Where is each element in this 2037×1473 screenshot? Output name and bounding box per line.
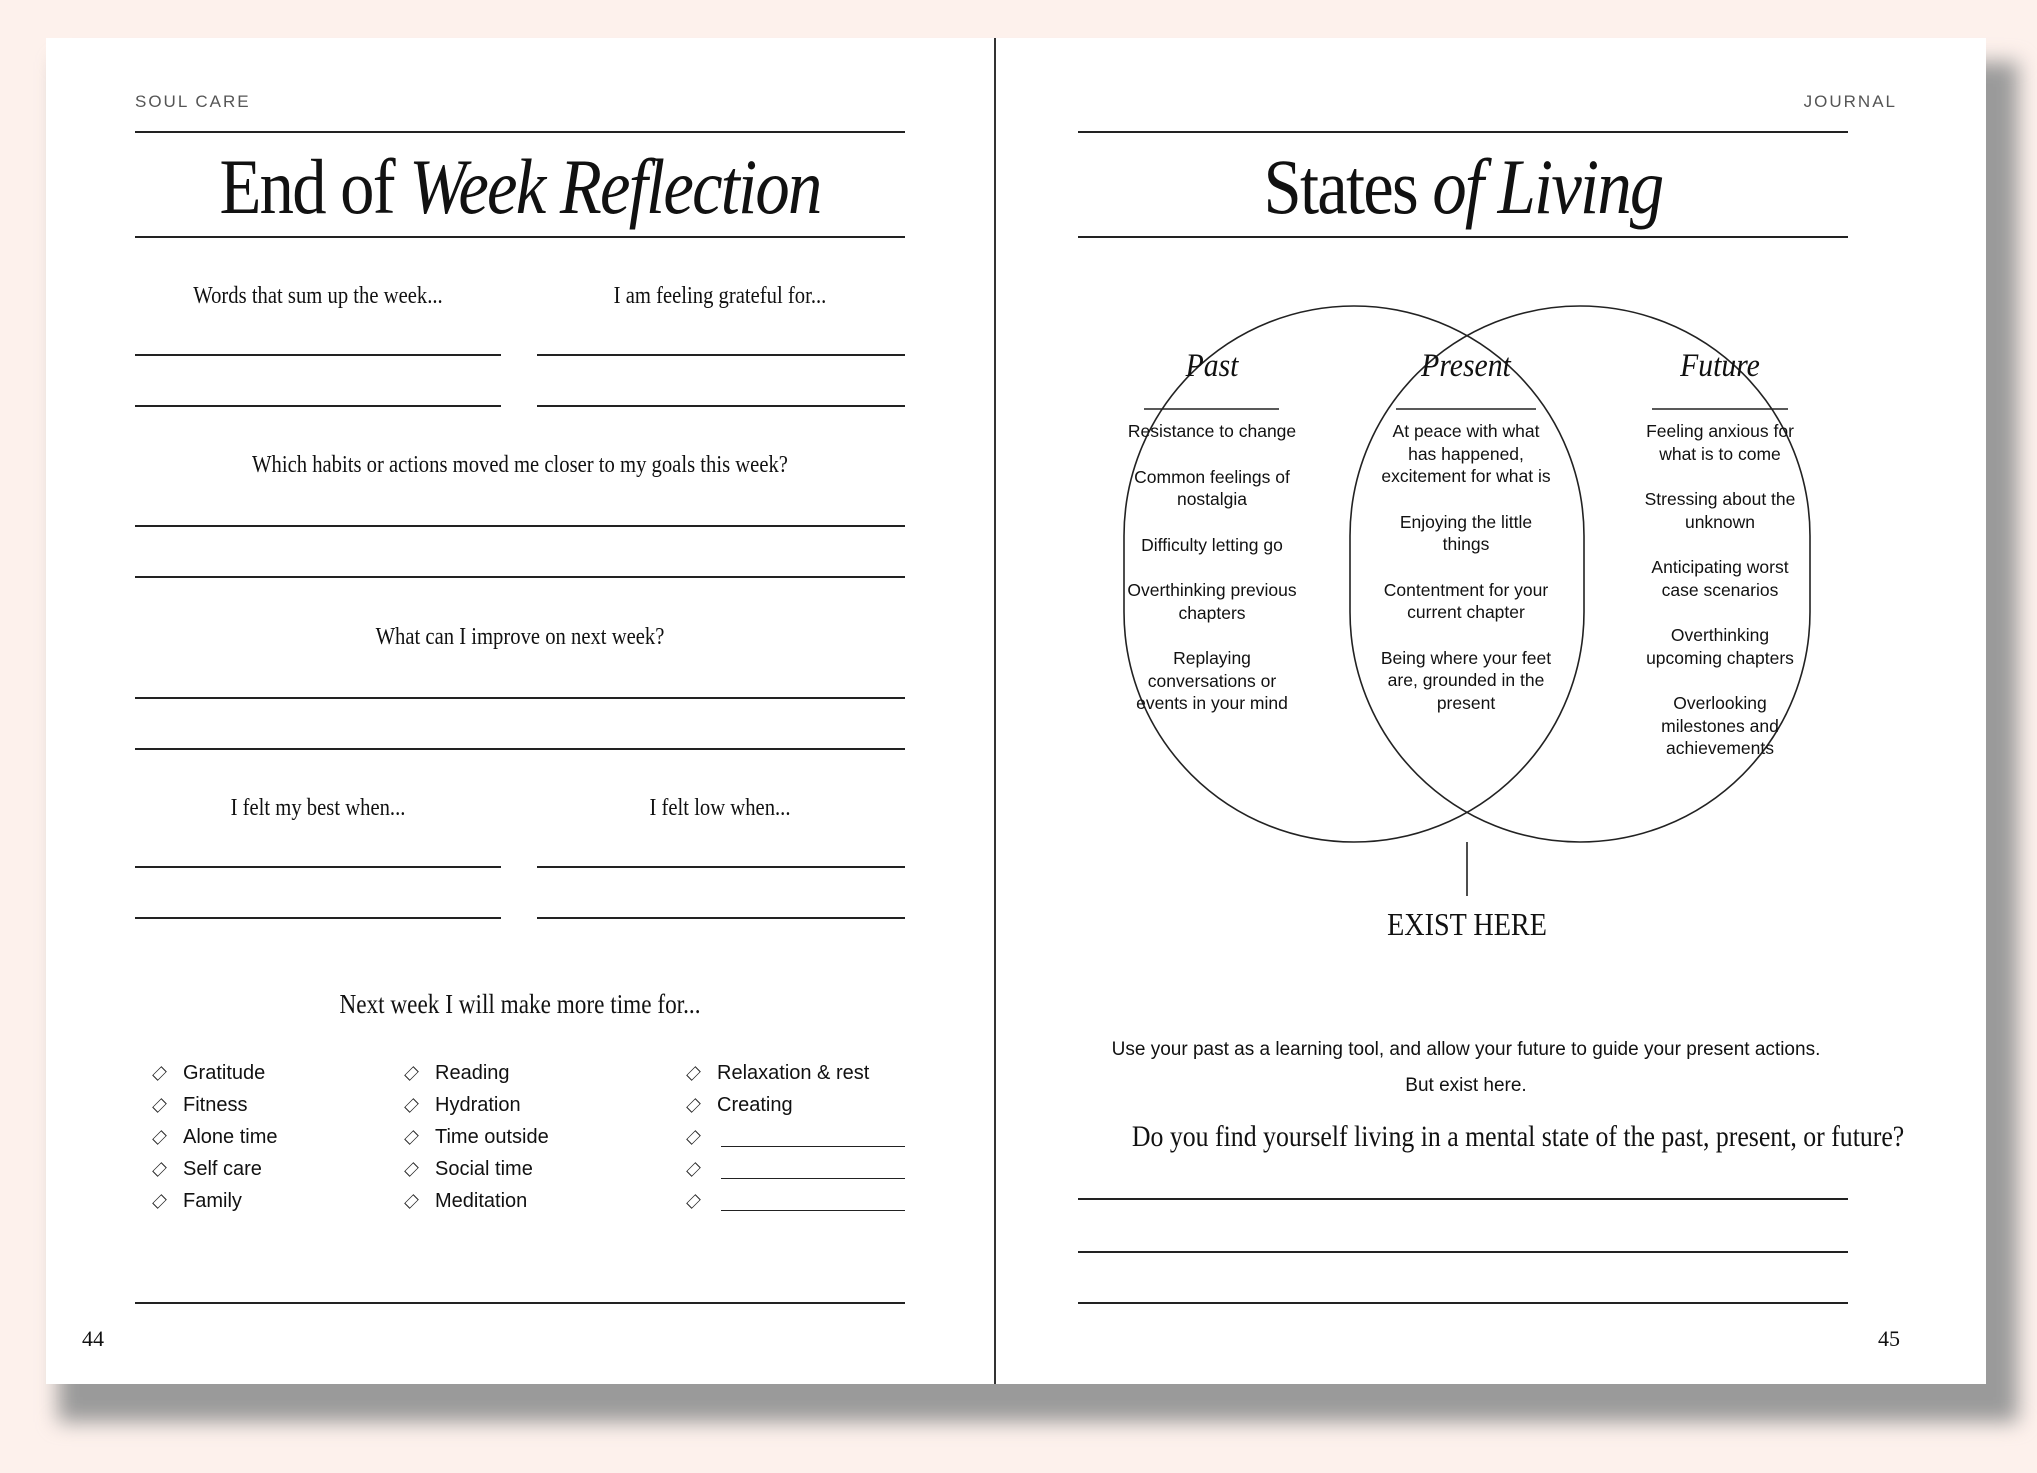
diamond-bullet-icon [404, 1130, 419, 1145]
past-item: Difficulty letting go [1141, 534, 1283, 555]
diamond-bullet-icon [152, 1098, 167, 1113]
diamond-bullet-icon [152, 1066, 167, 1081]
body-text-line1: Use your past as a learning tool, and allow your future to guide your present actions. [1111, 1039, 1821, 1060]
write-line[interactable] [537, 917, 905, 919]
running-head-left: SOUL CARE [135, 92, 251, 111]
exist-here-label: EXIST HERE [1387, 906, 1547, 942]
past-item: Common feelings of nostalgia [1134, 466, 1290, 509]
write-line[interactable] [721, 1210, 905, 1211]
checklist-item[interactable]: Social time [406, 1158, 533, 1181]
write-line[interactable] [135, 917, 501, 919]
past-item: Overthinking previous chapters [1127, 580, 1297, 623]
past-item: Replaying conversations or events in your mind [1136, 648, 1288, 713]
checklist-item[interactable]: Alone time [154, 1126, 278, 1149]
past-heading: Past [1185, 348, 1239, 384]
write-line[interactable] [721, 1146, 905, 1147]
page-title-left [181, 142, 859, 232]
body-text-line2: But exist here. [1405, 1075, 1527, 1096]
running-head-right: JOURNAL [1803, 92, 1897, 111]
write-line[interactable] [135, 405, 501, 407]
title-rule-bottom [135, 236, 905, 238]
future-item: Feeling anxious for what is to come [1646, 421, 1794, 464]
future-item: Anticipating worst case scenarios [1651, 557, 1789, 600]
future-item: Overthinking upcoming chapters [1646, 625, 1794, 668]
page-number-left: 44 [82, 1326, 104, 1351]
diamond-bullet-icon [686, 1130, 701, 1145]
write-line[interactable] [537, 354, 905, 356]
write-line[interactable] [135, 576, 905, 578]
present-column [1380, 346, 1552, 737]
diamond-bullet-icon [404, 1194, 419, 1209]
write-line[interactable] [135, 748, 905, 750]
title-plain: End of [219, 143, 410, 230]
prompt-best: I felt my best when... [230, 795, 406, 821]
checklist-blank-item[interactable] [688, 1126, 905, 1149]
write-line[interactable] [1078, 1251, 1848, 1253]
title-italic: Week Reflection [409, 143, 821, 230]
past-column [1126, 346, 1298, 738]
checklist-blank-item[interactable] [688, 1158, 905, 1181]
future-item: Stressing about the unknown [1644, 489, 1796, 532]
checklist-item[interactable]: Meditation [406, 1190, 527, 1213]
write-line[interactable] [537, 866, 905, 868]
diamond-bullet-icon [686, 1098, 701, 1113]
checklist-item[interactable]: Time outside [406, 1126, 549, 1149]
prompt-habits: Which habits or actions moved me closer to my goals this week? [252, 452, 788, 478]
title-rule-top [135, 131, 905, 133]
write-line[interactable] [135, 866, 501, 868]
write-line[interactable] [721, 1178, 905, 1179]
prompt-improve: What can I improve on next week? [375, 624, 665, 650]
present-item: At peace with what has happened, excitement for what is [1381, 421, 1551, 486]
book-spread [46, 38, 1986, 1384]
diamond-bullet-icon [686, 1066, 701, 1081]
checklist-blank-item[interactable] [688, 1190, 905, 1213]
question-prompt: Do you find yourself living in a mental state of the past, present, or future? [1131, 1120, 1905, 1153]
write-line[interactable] [1078, 1302, 1848, 1304]
checklist-item[interactable]: Gratitude [154, 1062, 265, 1085]
diamond-bullet-icon [404, 1098, 419, 1113]
past-item: Resistance to change [1127, 421, 1297, 441]
checklist-item[interactable]: Reading [406, 1062, 510, 1085]
diamond-bullet-icon [404, 1162, 419, 1177]
present-item: Being where your feet are, grounded in the present [1380, 647, 1552, 713]
present-item: Contentment for your current chapter [1383, 579, 1549, 622]
write-line[interactable] [135, 354, 501, 356]
diamond-bullet-icon [152, 1162, 167, 1177]
diamond-bullet-icon [152, 1194, 167, 1209]
write-line[interactable] [1078, 1198, 1848, 1200]
future-column [1632, 346, 1808, 783]
title-italic: of Living [1432, 143, 1663, 230]
right-page [996, 38, 1986, 1384]
write-line[interactable] [537, 405, 905, 407]
checklist-item[interactable]: Relaxation & rest [688, 1062, 869, 1085]
write-line[interactable] [135, 525, 905, 527]
diamond-bullet-icon [152, 1130, 167, 1145]
diamond-bullet-icon [686, 1194, 701, 1209]
checklist-item[interactable]: Self care [154, 1158, 262, 1181]
prompt-low: I felt low when... [649, 795, 791, 821]
prompt-next-week: Next week I will make more time for... [339, 989, 701, 1019]
future-item: Overlooking milestones and achievements [1661, 693, 1779, 758]
write-line[interactable] [135, 697, 905, 699]
diamond-bullet-icon [404, 1066, 419, 1081]
page-number-right: 45 [1878, 1326, 1900, 1351]
checklist-item[interactable]: Creating [688, 1094, 793, 1117]
checklist-item[interactable]: Fitness [154, 1094, 247, 1117]
checklist-item[interactable]: Hydration [406, 1094, 521, 1117]
title-plain: States [1263, 143, 1433, 230]
future-heading: Future [1680, 348, 1760, 384]
diamond-bullet-icon [686, 1162, 701, 1177]
prompt-grateful: I am feeling grateful for... [613, 283, 827, 309]
prompt-words: Words that sum up the week... [193, 283, 443, 309]
checklist-item[interactable]: Family [154, 1190, 242, 1213]
present-item: Enjoying the little things [1399, 511, 1533, 554]
footer-rule [135, 1302, 905, 1304]
present-heading: Present [1421, 348, 1511, 384]
left-page [46, 38, 994, 1384]
